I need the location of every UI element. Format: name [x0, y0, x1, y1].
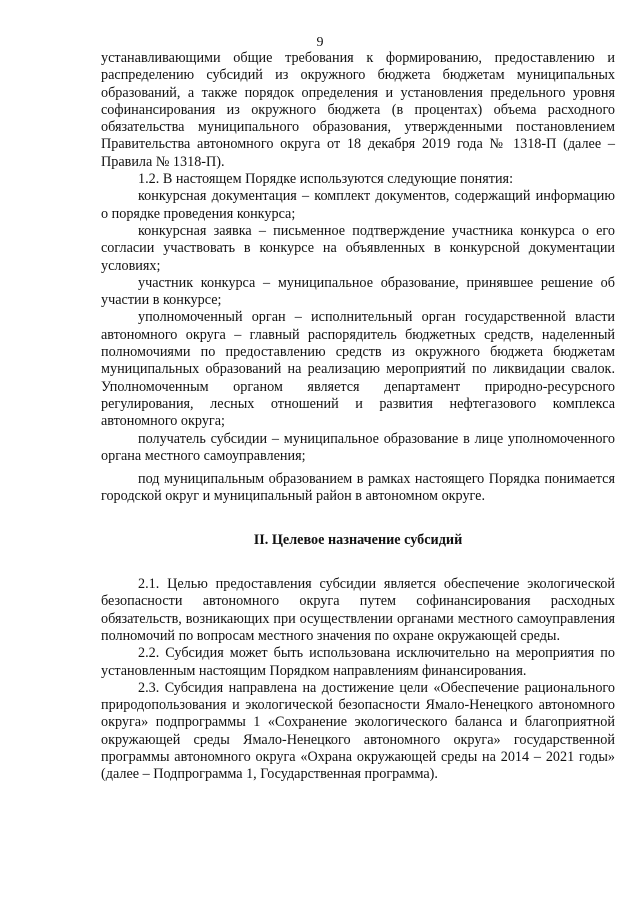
paragraph-1-2: 1.2. В настоящем Порядке используются следующие понятия:: [138, 171, 514, 188]
document-body: [101, 50, 615, 784]
paragraph-rules-continuation: устанавливающими общие требования к формированию, предоставлению и распределению субсидий из окружного бюджета бюджетам муниципальных образований, а также порядок определения и установления предельного уровня софинансирования из окружного бюджета (в процентах) объема расходного обязательства муниципального образования, утвержденными постановлением Правительства автономного округа от 18 декабря 2019 года № 1318-П (далее – Правила № 1318-П).: [101, 50, 615, 170]
paragraph-2-3: 2.3. Субсидия направлена на достижение цели «Обеспечение рационального природопользования и экологической безопасности Ямало-Ненецкого автономного округа» подпрограммы 1 «Сохранение экологического баланса и благоприятной окружающей среды Ямало-Ненецкого автономного округа» государственной программы автономного округа «Охрана окружающей среды на 2014 – 2021 годы» (далее – Подпрограмма 1, Государственная программа).: [101, 679, 615, 783]
page-number: 9: [316, 35, 324, 50]
definition-subsidy-recipient: получатель субсидии – муниципальное образование в лице уполномоченного органа местного самоуправления;: [101, 430, 615, 464]
definition-contest-application: конкурсная заявка – письменное подтверждение участника конкурса о его согласии участвовать в конкурсе на объявленных в конкурсной документации условиях;: [101, 222, 615, 274]
definition-authorized-body: уполномоченный орган – исполнительный орган государственной власти автономного округа – главный распорядитель бюджетных средств, наделенный полномочиями по предоставлению средств из окружного бюджета бюджетам муниципальных образований на реализацию мероприятий по ликвидации свалок. Уполномоченным органом является департамент природно-ресурсного регулирования, лесных отношений и развития нефтегазового комплекса автономного округа;: [101, 309, 615, 430]
definition-contest-participant: участник конкурса – муниципальное образование, принявшее решение об участии в конкурсе;: [101, 274, 615, 309]
paragraph-2-2: 2.2. Субсидия может быть использована исключительно на мероприятия по установленным настоящим Порядком направлениям финансирования.: [101, 645, 615, 679]
definition-municipal-formation: под муниципальным образованием в рамках настоящего Порядка понимается городской округ и муниципальный район в автономном округе.: [101, 471, 615, 505]
section-heading: II. Целевое назначение субсидий: [253, 531, 463, 548]
definition-contest-documentation: конкурсная документация – комплект документов, содержащий информацию о порядке проведения конкурса;: [101, 188, 615, 222]
paragraph-2-1: 2.1. Целью предоставления субсидии является обеспечение экологической безопасности автономного округа путем софинансирования расходных обязательств, возникающих при осуществлении органами местного самоуправления полномочий по вопросам местного значения по охране окружающей среды.: [101, 576, 615, 644]
